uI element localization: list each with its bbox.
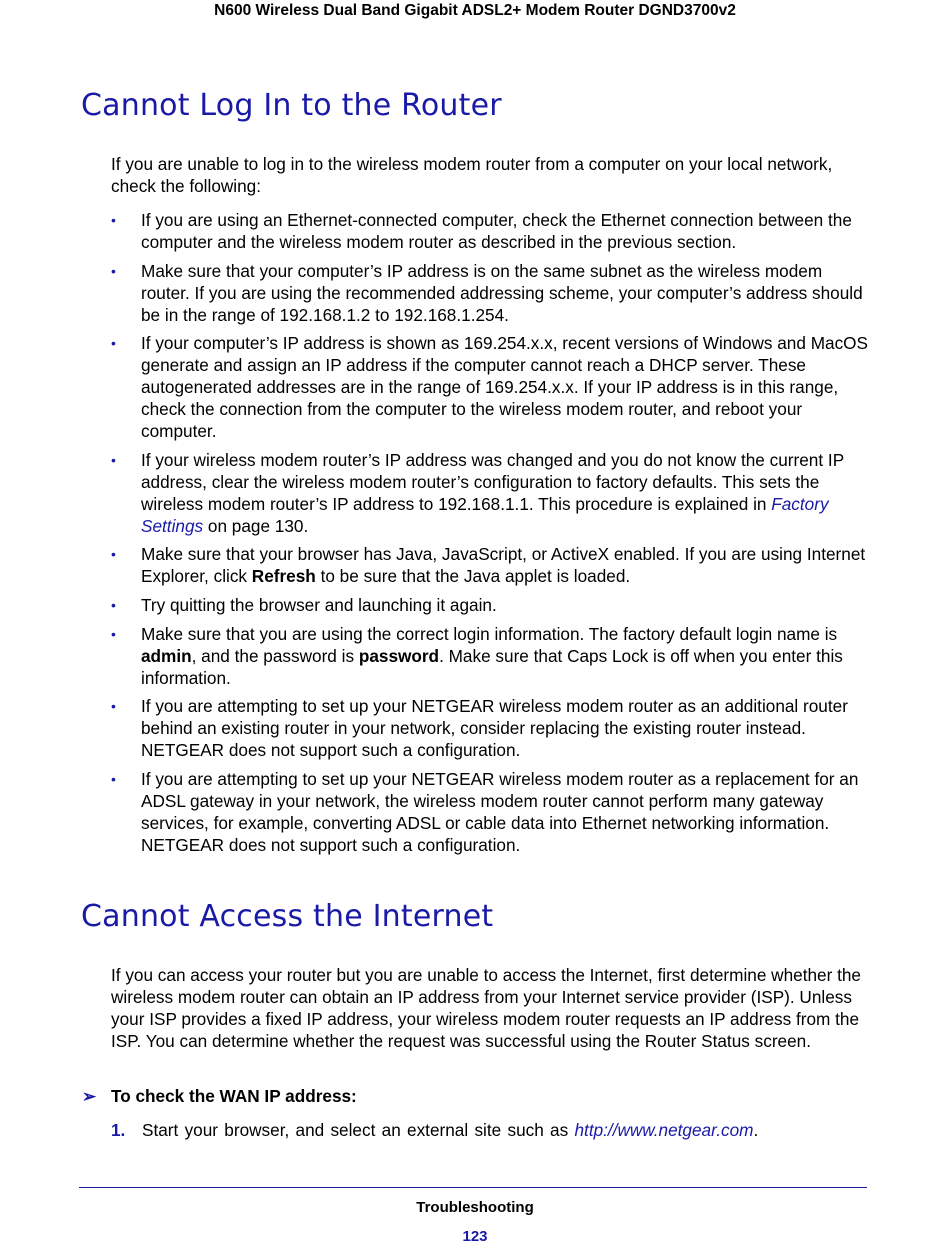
- section2-intro: If you can access your router but you are unable to access the Internet, first determine whether the wireless modem router can obtain an IP address from your Internet service provider (ISP). Unless your ISP provides a fixed IP address, your wireless modem router requests an IP address from the ISP. You can determine whether the request was successful using the Router Status screen.: [111, 965, 861, 1051]
- bullet-icon: •: [111, 451, 116, 468]
- page-number: 123: [462, 1228, 488, 1245]
- step-number: 1.: [111, 1120, 126, 1140]
- default-login-name: admin: [141, 645, 192, 666]
- bullet-icon: •: [111, 596, 116, 613]
- section-heading-cannot-access-internet: Cannot Access the Internet: [81, 899, 494, 934]
- section1-intro: If you are unable to log in to the wireless modem router from a computer on your local network, check the following:: [111, 154, 833, 196]
- refresh-keyword: Refresh: [251, 566, 316, 587]
- list-item: • If your wireless modem router’s IP address was changed and you do not know the current IP address, clear the wireless modem router’s configuration to factory defaults. This sets the wireless modem router’s IP address to 192.168.1.1. This procedure is explained in Factory Settings on page 130.: [111, 449, 844, 536]
- bullet-icon: •: [111, 335, 116, 352]
- netgear-url-link[interactable]: http://www.netgear.com: [574, 1120, 754, 1140]
- list-item: • If you are using an Ethernet-connected computer, check the Ethernet connection between the computer and the wireless modem router as described in the previous section.: [111, 210, 852, 252]
- list-item: • If you are attempting to set up your NETGEAR wireless modem router as an additional router behind an existing router in your network, consider replacing the existing router instead. NETGEAR does not support such a configuration.: [111, 696, 848, 761]
- list-item: • If your computer’s IP address is shown as 169.254.x.x, recent versions of Windows and MacOS generate and assign an IP address if the computer cannot reach a DHCP server. These autogenerated addresses are in the range of 169.254.x.x. If your IP address is in this range, check the connection from the computer to the wireless modem router, and reboot your computer.: [111, 333, 868, 442]
- troubleshooting-checklist: [111, 209, 871, 862]
- bullet-icon: •: [111, 698, 116, 715]
- bullet-icon: •: [111, 262, 116, 279]
- bullet-icon: •: [111, 546, 116, 563]
- list-item: • Make sure that your browser has Java, JavaScript, or ActiveX enabled. If you are using Internet Explorer, click Refresh to be sure that the Java applet is loaded.: [111, 544, 866, 587]
- running-header: N600 Wireless Dual Band Gigabit ADSL2+ Modem Router DGND3700v2: [214, 2, 736, 19]
- list-item: • If you are attempting to set up your NETGEAR wireless modem router as a replacement for an ADSL gateway in your network, the wireless modem router cannot perform many gateway services, for example, converting ADSL or cable data into Ethernet networking information. NETGEAR does not support such a configuration.: [111, 768, 859, 855]
- footer-divider: [79, 1187, 867, 1188]
- section-heading-cannot-log-in: Cannot Log In to the Router: [81, 88, 502, 123]
- procedure-step-1: 1. Start your browser, and select an external site such as http://www.netgear.com.: [111, 1120, 759, 1140]
- footer-chapter-title: Troubleshooting: [416, 1199, 534, 1216]
- factory-settings-link[interactable]: Factory Settings: [141, 493, 829, 536]
- bullet-icon: •: [111, 625, 116, 642]
- bullet-icon: •: [111, 770, 116, 787]
- bullet-icon: •: [111, 212, 116, 228]
- procedure-heading: ➢ To check the WAN IP address:: [82, 1086, 357, 1106]
- list-item: • Try quitting the browser and launching it again.: [111, 594, 497, 615]
- list-item: • Make sure that your computer’s IP address is on the same subnet as the wireless modem router. If you are using the recommended addressing scheme, your computer’s address should be in the range of 192.168.1.2 to 192.168.1.254.: [111, 260, 863, 325]
- list-item: • Make sure that you are using the correct login information. The factory default login name is admin, and the password is password. Make sure that Caps Lock is off when you enter this information.: [111, 623, 843, 688]
- default-password: password: [358, 645, 440, 666]
- procedure-arrow-icon: ➢: [82, 1086, 97, 1106]
